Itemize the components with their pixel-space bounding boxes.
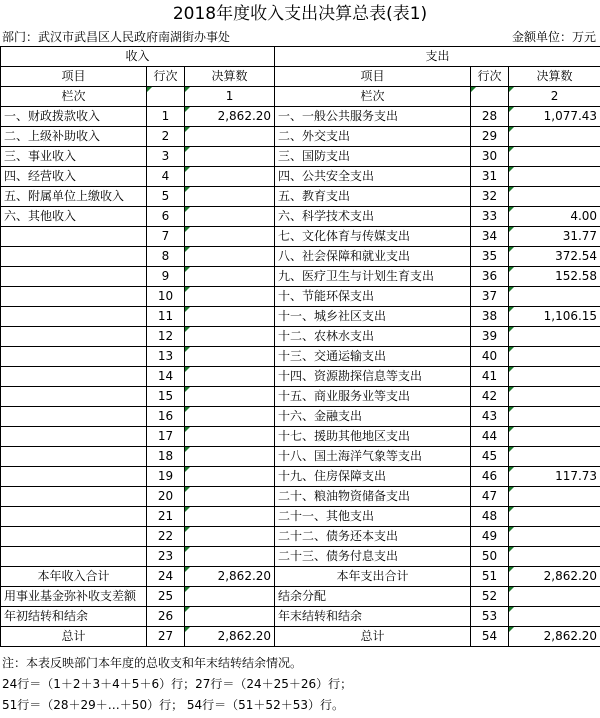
expense-row-no-header: 行次 [471, 67, 509, 87]
income-item-cell [1, 427, 147, 447]
table-row [1, 167, 600, 187]
income-row-number: 24 [147, 567, 185, 587]
income-row-number: 25 [147, 587, 185, 607]
income-row-number: 20 [147, 487, 185, 507]
expense-amount-cell: 1,077.43 [509, 107, 600, 127]
income-row-number: 7 [147, 227, 185, 247]
expense-amount-cell: 2,862.20 [509, 627, 600, 647]
expense-item-cell: 三、国防支出 [275, 147, 471, 167]
expense-item-cell: 十五、商业服务业等支出 [275, 387, 471, 407]
expense-row-number: 41 [471, 367, 509, 387]
expense-amount-cell [509, 407, 600, 427]
income-row-number: 1 [147, 107, 185, 127]
income-item-cell [1, 527, 147, 547]
expense-row-number: 28 [471, 107, 509, 127]
income-row-number: 19 [147, 467, 185, 487]
expense-row-number: 50 [471, 547, 509, 567]
expense-row-number: 29 [471, 127, 509, 147]
income-expense-table [0, 46, 600, 647]
table-row [1, 527, 600, 547]
income-row-number: 26 [147, 607, 185, 627]
income-item-cell: 六、其他收入 [1, 207, 147, 227]
expense-item-cell: 二十三、债务付息支出 [275, 547, 471, 567]
income-item-cell [1, 247, 147, 267]
expense-item-cell: 十八、国土海洋气象等支出 [275, 447, 471, 467]
expense-row-number: 49 [471, 527, 509, 547]
income-item-cell: 用事业基金弥补收支差额 [1, 587, 147, 607]
expense-row-number: 44 [471, 427, 509, 447]
expense-row-number: 32 [471, 187, 509, 207]
expense-item-cell: 四、公共安全支出 [275, 167, 471, 187]
table-row [1, 507, 600, 527]
expense-row-number: 31 [471, 167, 509, 187]
expense-item-cell: 九、医疗卫生与计划生育支出 [275, 267, 471, 287]
expense-item-header: 项目 [275, 67, 471, 87]
table-row [1, 107, 600, 127]
report-title: 2018年度收入支出决算总表(表1) [172, 4, 428, 24]
income-amount-cell [185, 607, 275, 627]
expense-item-cell: 十一、城乡社区支出 [275, 307, 471, 327]
expense-item-cell: 一、一般公共服务支出 [275, 107, 471, 127]
expense-lanci-label: 栏次 [275, 87, 471, 107]
expense-item-cell: 五、教育支出 [275, 187, 471, 207]
income-row-number: 6 [147, 207, 185, 227]
income-row-number: 18 [147, 447, 185, 467]
income-item-cell: 三、事业收入 [1, 147, 147, 167]
table-row [1, 287, 600, 307]
income-amount-cell [185, 587, 275, 607]
income-row-number: 3 [147, 147, 185, 167]
department-label: 部门：武汉市武昌区人民政府南湖街办事处 [2, 30, 231, 44]
income-row-number: 12 [147, 327, 185, 347]
income-row-number: 23 [147, 547, 185, 567]
table-row [1, 307, 600, 327]
income-row-number: 15 [147, 387, 185, 407]
expense-amount-cell [509, 587, 600, 607]
expense-item-cell: 十、节能环保支出 [275, 287, 471, 307]
table-row [1, 387, 600, 407]
expense-amount-cell: 152.58 [509, 267, 600, 287]
table-row [1, 347, 600, 367]
income-amount-cell [185, 127, 275, 147]
total-row [1, 607, 600, 627]
table-row [1, 147, 600, 167]
expense-amount-cell [509, 507, 600, 527]
income-lanci-number: 1 [185, 87, 275, 107]
income-amount-cell [185, 327, 275, 347]
income-amount-cell: 2,862.20 [185, 627, 275, 647]
table-row [1, 187, 600, 207]
income-amount-cell [185, 387, 275, 407]
income-item-cell [1, 547, 147, 567]
income-item-cell [1, 307, 147, 327]
expense-item-cell: 十七、援助其他地区支出 [275, 427, 471, 447]
note-line: 注：本表反映部门本年度的总收支和年末结转结余情况。 [2, 656, 303, 670]
income-item-cell: 一、财政拨款收入 [1, 107, 147, 127]
expense-amount-cell [509, 127, 600, 147]
table-row [1, 207, 600, 227]
income-row-number: 8 [147, 247, 185, 267]
income-amount-cell [185, 507, 275, 527]
expense-amount-cell [509, 187, 600, 207]
income-row-number: 27 [147, 627, 185, 647]
expense-amount-cell [509, 607, 600, 627]
expense-item-cell: 二十一、其他支出 [275, 507, 471, 527]
income-item-cell: 二、上级补助收入 [1, 127, 147, 147]
expense-item-cell: 十二、农林水支出 [275, 327, 471, 347]
income-amount-cell [185, 487, 275, 507]
income-amount-cell [185, 447, 275, 467]
income-item-cell [1, 367, 147, 387]
note-line: 24行＝（1＋2＋3＋4＋5＋6）行；27行＝（24＋25＋26）行； [2, 677, 353, 691]
expense-amount-cell [509, 287, 600, 307]
income-item-cell: 年初结转和结余 [1, 607, 147, 627]
expense-amount-cell [509, 147, 600, 167]
expense-amount-cell [509, 387, 600, 407]
table-row [1, 447, 600, 467]
income-amount-cell [185, 207, 275, 227]
expense-amount-cell: 117.73 [509, 467, 600, 487]
table-row [1, 267, 600, 287]
income-amount-header: 决算数 [185, 67, 275, 87]
income-amount-cell [185, 247, 275, 267]
expense-amount-cell: 1,106.15 [509, 307, 600, 327]
income-row-number: 22 [147, 527, 185, 547]
expense-item-cell: 总计 [275, 627, 471, 647]
expense-row-number: 52 [471, 587, 509, 607]
income-item-cell [1, 327, 147, 347]
total-row [1, 587, 600, 607]
income-amount-cell [185, 147, 275, 167]
expense-row-number: 39 [471, 327, 509, 347]
income-item-cell [1, 487, 147, 507]
income-amount-cell [185, 547, 275, 567]
income-item-cell [1, 447, 147, 467]
expense-row-number: 35 [471, 247, 509, 267]
income-row-no-header: 行次 [147, 67, 185, 87]
income-item-cell [1, 507, 147, 527]
total-row [1, 567, 600, 587]
expense-amount-cell [509, 347, 600, 367]
expense-amount-cell [509, 487, 600, 507]
total-row [1, 627, 600, 647]
column-index-row [1, 87, 600, 107]
expense-item-cell: 十三、交通运输支出 [275, 347, 471, 367]
expense-item-cell: 六、科学技术支出 [275, 207, 471, 227]
table-row [1, 487, 600, 507]
unit-label: 金额单位：万元 [511, 30, 596, 44]
expense-amount-cell [509, 547, 600, 567]
income-row-number: 13 [147, 347, 185, 367]
expense-amount-cell [509, 447, 600, 467]
expense-amount-header: 决算数 [509, 67, 600, 87]
expense-item-cell: 结余分配 [275, 587, 471, 607]
table-row [1, 367, 600, 387]
income-lanci-blank [147, 87, 185, 107]
expense-section-header: 支出 [275, 47, 600, 67]
expense-row-number: 33 [471, 207, 509, 227]
income-item-cell: 五、附属单位上缴收入 [1, 187, 147, 207]
expense-item-cell: 十九、住房保障支出 [275, 467, 471, 487]
expense-item-cell: 二十二、债务还本支出 [275, 527, 471, 547]
expense-row-number: 30 [471, 147, 509, 167]
table-row [1, 467, 600, 487]
expense-item-cell: 十四、资源勘探信息等支出 [275, 367, 471, 387]
expense-amount-cell: 372.54 [509, 247, 600, 267]
income-item-header: 项目 [1, 67, 147, 87]
income-item-cell [1, 347, 147, 367]
expense-amount-cell [509, 167, 600, 187]
table-row [1, 247, 600, 267]
expense-row-number: 34 [471, 227, 509, 247]
income-item-cell [1, 387, 147, 407]
expense-row-number: 40 [471, 347, 509, 367]
income-item-cell [1, 287, 147, 307]
expense-row-number: 51 [471, 567, 509, 587]
expense-amount-cell [509, 427, 600, 447]
expense-row-number: 43 [471, 407, 509, 427]
section-header-row [1, 47, 600, 67]
expense-row-number: 36 [471, 267, 509, 287]
income-amount-cell: 2,862.20 [185, 567, 275, 587]
expense-item-cell: 八、社会保障和就业支出 [275, 247, 471, 267]
expense-row-number: 54 [471, 627, 509, 647]
income-amount-cell [185, 407, 275, 427]
income-amount-cell: 2,862.20 [185, 107, 275, 127]
table-row [1, 547, 600, 567]
income-row-number: 16 [147, 407, 185, 427]
income-row-number: 9 [147, 267, 185, 287]
income-row-number: 10 [147, 287, 185, 307]
income-amount-cell [185, 347, 275, 367]
income-row-number: 17 [147, 427, 185, 447]
income-row-number: 11 [147, 307, 185, 327]
income-item-cell: 总计 [1, 627, 147, 647]
expense-row-number: 42 [471, 387, 509, 407]
expense-row-number: 48 [471, 507, 509, 527]
expense-amount-cell: 4.00 [509, 207, 600, 227]
income-section-header: 收入 [1, 47, 275, 67]
income-amount-cell [185, 187, 275, 207]
income-item-cell [1, 467, 147, 487]
column-header-row [1, 67, 600, 87]
income-amount-cell [185, 287, 275, 307]
income-amount-cell [185, 467, 275, 487]
table-row [1, 127, 600, 147]
table-row [1, 327, 600, 347]
expense-lanci-blank [471, 87, 509, 107]
expense-item-cell: 本年支出合计 [275, 567, 471, 587]
income-item-cell [1, 267, 147, 287]
report-meta [0, 28, 600, 46]
expense-item-cell: 二、外交支出 [275, 127, 471, 147]
income-amount-cell [185, 427, 275, 447]
expense-row-number: 38 [471, 307, 509, 327]
income-row-number: 14 [147, 367, 185, 387]
expense-amount-cell: 31.77 [509, 227, 600, 247]
expense-amount-cell: 2,862.20 [509, 567, 600, 587]
income-row-number: 21 [147, 507, 185, 527]
expense-item-cell: 十六、金融支出 [275, 407, 471, 427]
expense-row-number: 47 [471, 487, 509, 507]
note-line: 51行＝（28＋29＋…＋50）行； 54行＝（51＋52＋53）行。 [2, 698, 344, 712]
table-row [1, 227, 600, 247]
income-row-number: 2 [147, 127, 185, 147]
income-amount-cell [185, 227, 275, 247]
income-row-number: 4 [147, 167, 185, 187]
table-row [1, 427, 600, 447]
expense-item-cell: 年末结转和结余 [275, 607, 471, 627]
income-amount-cell [185, 367, 275, 387]
table-row [1, 407, 600, 427]
expense-item-cell: 二十、粮油物资储备支出 [275, 487, 471, 507]
income-amount-cell [185, 307, 275, 327]
income-item-cell: 本年收入合计 [1, 567, 147, 587]
income-item-cell: 四、经营收入 [1, 167, 147, 187]
income-lanci-label: 栏次 [1, 87, 147, 107]
income-amount-cell [185, 267, 275, 287]
table-notes [0, 653, 600, 716]
expense-row-number: 53 [471, 607, 509, 627]
expense-amount-cell [509, 327, 600, 347]
expense-row-number: 45 [471, 447, 509, 467]
expense-amount-cell [509, 527, 600, 547]
expense-item-cell: 七、文化体育与传媒支出 [275, 227, 471, 247]
expense-amount-cell [509, 367, 600, 387]
income-amount-cell [185, 167, 275, 187]
expense-row-number: 37 [471, 287, 509, 307]
income-row-number: 5 [147, 187, 185, 207]
income-item-cell [1, 407, 147, 427]
expense-lanci-number: 2 [509, 87, 600, 107]
expense-row-number: 46 [471, 467, 509, 487]
income-item-cell [1, 227, 147, 247]
income-amount-cell [185, 527, 275, 547]
